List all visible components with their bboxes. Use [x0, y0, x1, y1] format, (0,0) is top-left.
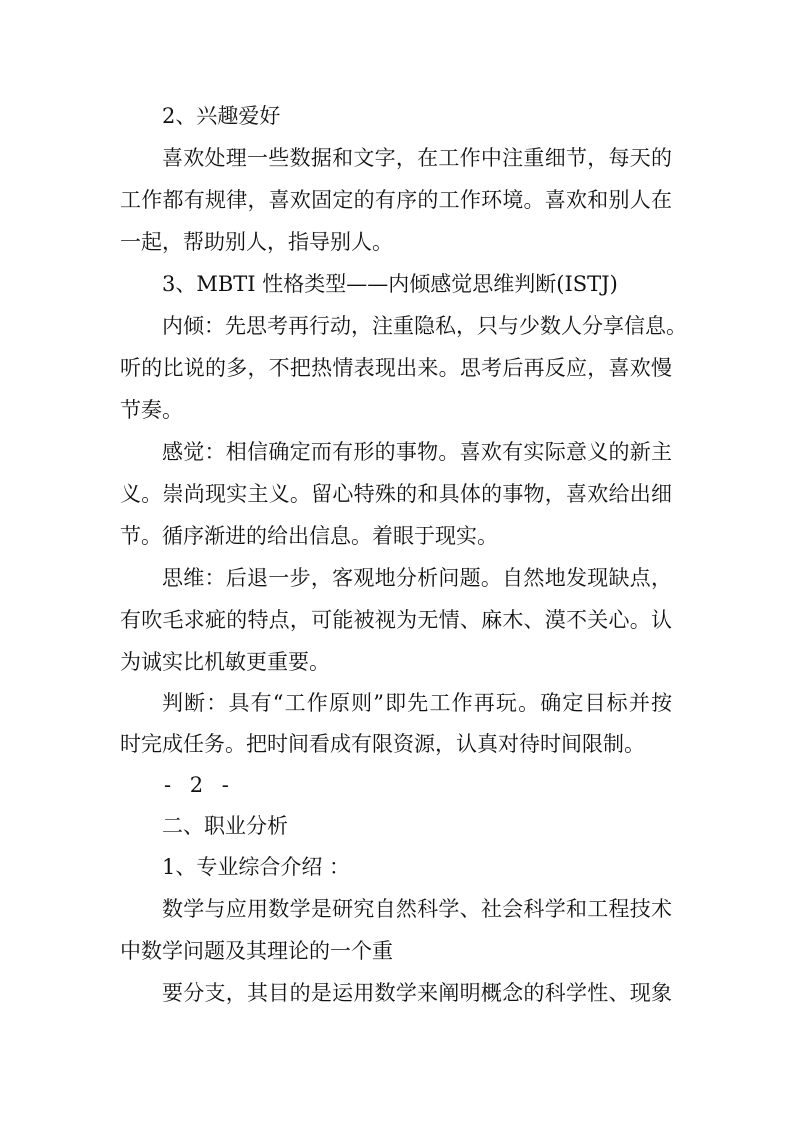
paragraph-line: 时完成任务。把时间看成有限资源，认真对待时间限制。	[120, 732, 645, 756]
paragraph-line: 数学与应用数学是研究自然科学、社会科学和工程技术	[162, 897, 672, 921]
heading-mbti: 3、MBTI 性格类型——内倾感觉思维判断(ISTJ)	[162, 272, 618, 296]
paragraph-line: 感觉：相信确定而有形的事物。喜欢有实际意义的新主	[162, 440, 672, 464]
paragraph-line: 一起，帮助别人，指导别人。	[120, 230, 393, 254]
paragraph-line: 喜欢处理一些数据和文字，在工作中注重细节，每天的	[162, 146, 672, 170]
paragraph-line: 要分支，其目的是运用数学来阐明概念的科学性、现象	[162, 981, 672, 1005]
heading-hobbies: 2、兴趣爱好	[162, 104, 281, 128]
paragraph-line: 节奏。	[120, 398, 183, 422]
heading-major-intro: 1、专业综合介绍 ：	[162, 855, 351, 879]
paragraph-line: 内倾：先思考再行动，注重隐私，只与少数人分享信息。	[162, 314, 687, 338]
paragraph-line: 思维：后退一步，客观地分析问题。自然地发现缺点，	[162, 566, 672, 590]
paragraph-line: 工作都有规律，喜欢固定的有序的工作环境。喜欢和别人在	[120, 188, 672, 212]
paragraph-line: 判断：具有“工作原则”即先工作再玩。确定目标并按	[162, 691, 672, 715]
paragraph-line: 节。循序渐进的给出信息。着眼于现实。	[120, 524, 498, 548]
paragraph-line: 中数学问题及其理论的一个重	[120, 939, 393, 963]
paragraph-line: 有吹毛求疵的特点，可能被视为无情、麻木、漠不关心。认	[120, 608, 672, 632]
paragraph-line: 义。崇尚现实主义。留心特殊的和具体的事物，喜欢给出细	[120, 482, 672, 506]
page-number: - 2 -	[164, 773, 235, 797]
paragraph-line: 为诚实比机敏更重要。	[120, 650, 330, 674]
heading-career-analysis: 二、职业分析	[162, 814, 288, 838]
paragraph-line: 听的比说的多，不把热情表现出来。思考后再反应，喜欢慢	[120, 356, 672, 380]
